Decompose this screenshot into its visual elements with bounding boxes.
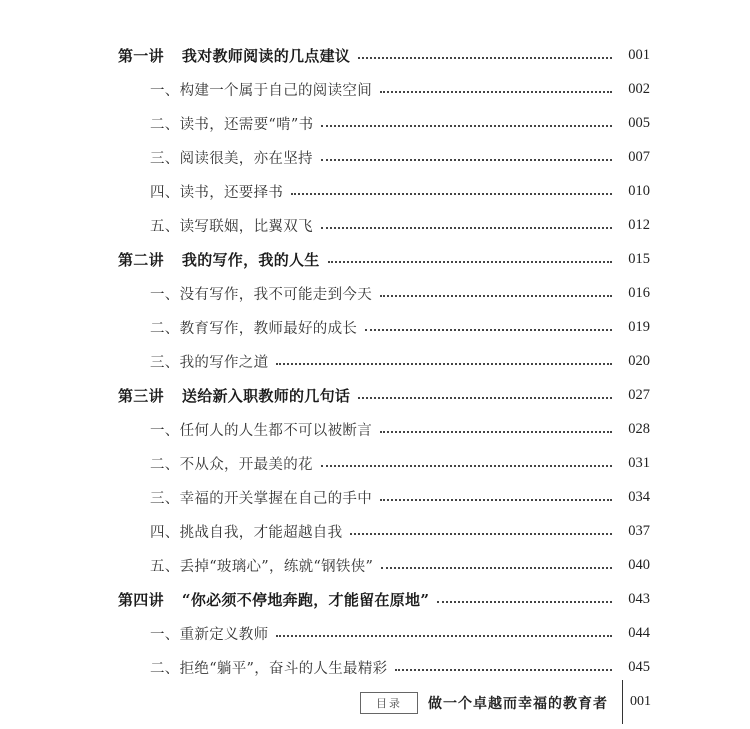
chapter-title: 我对教师阅读的几点建议: [181, 46, 351, 65]
toc-section-item[interactable]: [0, 310, 750, 344]
toc-chapter-3[interactable]: [0, 378, 750, 412]
leader-dots: [381, 565, 612, 569]
page-number: 015: [628, 250, 650, 267]
chapter-title: “你必须不停地奔跑，才能留在原地”: [181, 590, 430, 609]
leader-dots: [321, 123, 612, 127]
toc-section-item[interactable]: [0, 344, 750, 378]
leader-dots: [380, 497, 612, 501]
section-mark-box: 目录: [360, 692, 418, 714]
chapter-title: 我的写作，我的人生: [181, 250, 320, 269]
section-title: 四、读书，还要择书: [150, 184, 284, 201]
toc-section-item[interactable]: [0, 208, 750, 242]
page-number: 034: [628, 488, 650, 505]
page-number: 040: [628, 556, 650, 573]
leader-dots: [276, 633, 612, 637]
leader-dots: [321, 157, 612, 161]
section-title: 三、我的写作之道: [150, 354, 269, 371]
chapter-title: 送给新入职教师的几句话: [181, 386, 351, 405]
folio-page-number: 001: [630, 694, 651, 709]
section-title: 一、构建一个属于自己的阅读空间: [150, 82, 372, 99]
section-title: 一、任何人的人生都不可以被断言: [150, 422, 372, 439]
page-number: 028: [628, 420, 650, 437]
page-number: 019: [628, 318, 650, 335]
page-number: 037: [628, 522, 650, 539]
chapter-label: 第一讲: [118, 46, 164, 65]
leader-dots: [321, 225, 612, 229]
chapter-label: 第三讲: [118, 386, 164, 405]
toc-section-item[interactable]: [0, 72, 750, 106]
toc-section-item[interactable]: [0, 106, 750, 140]
chapter-label: 第二讲: [118, 250, 164, 269]
leader-dots: [437, 599, 612, 603]
toc-section-item[interactable]: [0, 514, 750, 548]
toc-section-item[interactable]: [0, 276, 750, 310]
page-number: 012: [628, 216, 650, 233]
page-number: 031: [628, 454, 650, 471]
page-number: 016: [628, 284, 650, 301]
page-number: 002: [628, 80, 650, 97]
section-title: 五、读写联姻，比翼双飞: [150, 218, 313, 235]
toc-section-item[interactable]: [0, 412, 750, 446]
section-title: 二、读书，还需要“啃”书: [150, 116, 314, 133]
section-title: 二、教育写作，教师最好的成长: [150, 320, 358, 337]
toc-section-item[interactable]: [0, 650, 750, 684]
page-number: 044: [628, 624, 650, 641]
leader-dots: [380, 429, 612, 433]
section-title: 二、拒绝“躺平”，奋斗的人生最精彩: [150, 660, 388, 677]
page-number: 005: [628, 114, 650, 131]
leader-dots: [358, 55, 612, 59]
toc-chapter-2[interactable]: [0, 242, 750, 276]
leader-dots: [395, 667, 612, 671]
section-title: 五、丢掉“玻璃心”，练就“钢铁侠”: [150, 558, 374, 575]
section-title: 三、幸福的开关掌握在自己的手中: [150, 490, 372, 507]
leader-dots: [328, 259, 612, 263]
footer-divider: [622, 680, 623, 724]
leader-dots: [358, 395, 612, 399]
toc-section-item[interactable]: [0, 174, 750, 208]
section-title: 三、阅读很美，亦在坚持: [150, 150, 313, 167]
page-number: 001: [628, 46, 650, 63]
toc-section-item[interactable]: [0, 446, 750, 480]
leader-dots: [321, 463, 612, 467]
leader-dots: [276, 361, 612, 365]
page-number: 043: [628, 590, 650, 607]
toc-section-item[interactable]: [0, 616, 750, 650]
page-number: 045: [628, 658, 650, 675]
leader-dots: [365, 327, 612, 331]
leader-dots: [380, 89, 612, 93]
toc-chapter-4[interactable]: [0, 582, 750, 616]
leader-dots: [350, 531, 612, 535]
page-number: 007: [628, 148, 650, 165]
toc-chapter-1[interactable]: [0, 38, 750, 72]
toc-section-item[interactable]: [0, 140, 750, 174]
leader-dots: [291, 191, 612, 195]
toc-section-item[interactable]: [0, 480, 750, 514]
running-book-title: 做一个卓越而幸福的教育者: [428, 696, 608, 712]
toc-section-item[interactable]: [0, 548, 750, 582]
section-title: 二、不从众，开最美的花: [150, 456, 313, 473]
page-number: 010: [628, 182, 650, 199]
page-footer: [360, 690, 660, 716]
page-number: 027: [628, 386, 650, 403]
section-title: 四、挑战自我，才能超越自我: [150, 524, 343, 541]
section-title: 一、重新定义教师: [150, 626, 269, 643]
chapter-label: 第四讲: [118, 590, 164, 609]
section-title: 一、没有写作，我不可能走到今天: [150, 286, 372, 303]
page-number: 020: [628, 352, 650, 369]
leader-dots: [380, 293, 612, 297]
